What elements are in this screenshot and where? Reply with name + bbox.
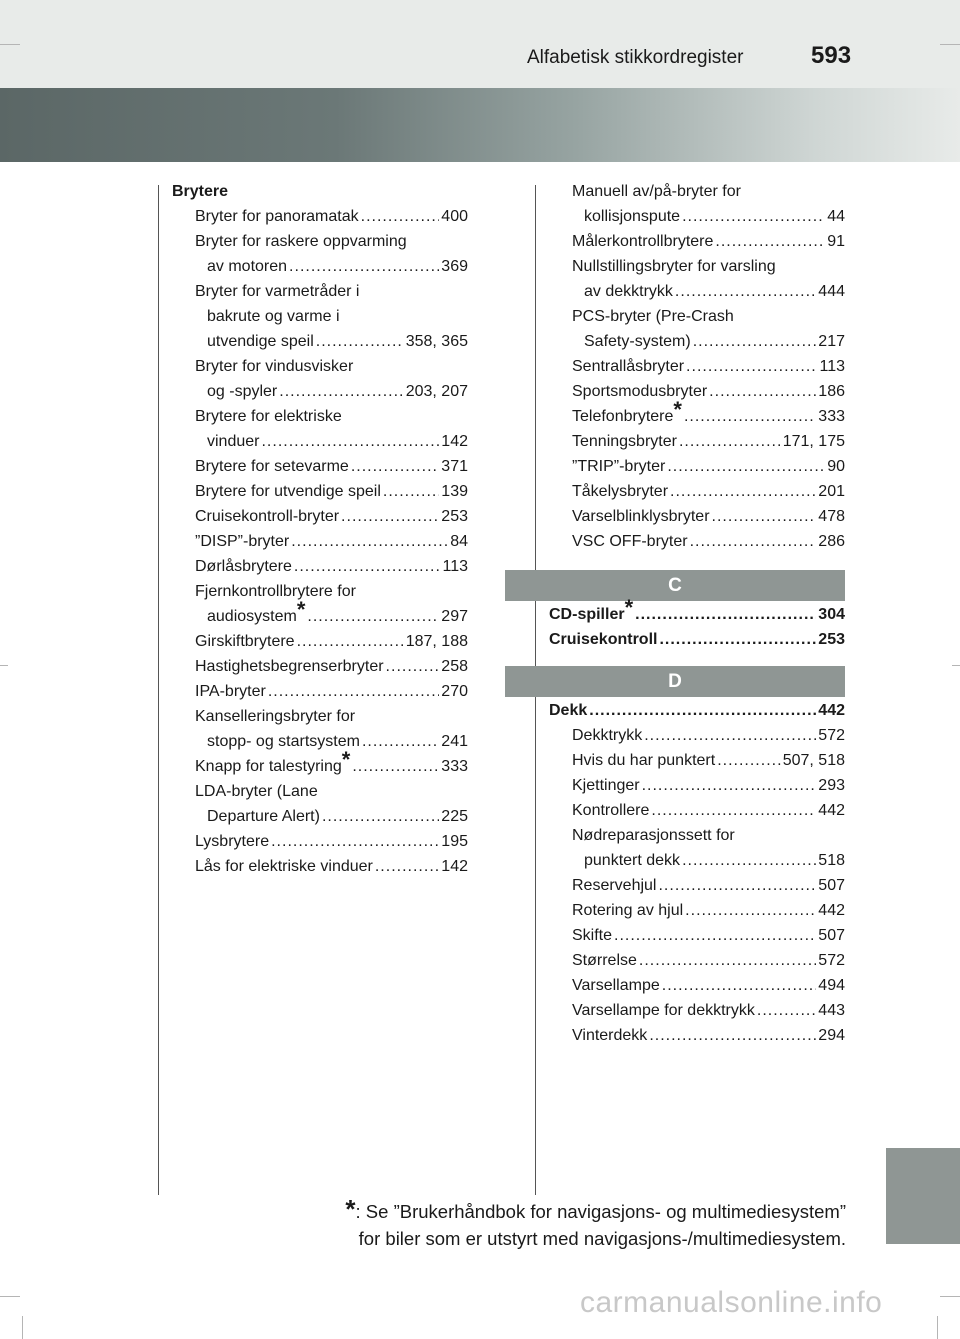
- entry-page: 507, 518: [782, 752, 845, 769]
- entry-text: Lysbrytere: [195, 833, 270, 850]
- index-entry: [549, 504, 845, 529]
- entry-page: 572: [818, 727, 845, 744]
- footnote-marker: *: [341, 746, 351, 772]
- footnote-marker: *: [673, 396, 682, 422]
- index-entry: [172, 504, 468, 529]
- index-entry: [549, 873, 845, 898]
- footnote-line: for biler som er utstyrt med navigasjons-/multimediesystem.: [358, 1228, 846, 1249]
- entry-page: 507: [818, 927, 845, 944]
- entry-page: 90: [827, 458, 845, 475]
- entry-text: Bryter for varmetråder i: [195, 283, 360, 300]
- index-entry: [172, 679, 468, 704]
- entry-page: 371: [441, 458, 468, 475]
- right-column: [549, 179, 845, 1048]
- index-entry: [549, 354, 845, 379]
- entry-page: 333: [818, 408, 845, 425]
- entry-page: 258: [441, 658, 468, 675]
- entry-text: Nødreparasjonssett for: [572, 827, 735, 844]
- entry-text: Lås for elektriske vinduer: [195, 858, 373, 875]
- index-entry: [549, 773, 845, 798]
- index-entry: [549, 429, 845, 454]
- entry-page: 84: [450, 533, 468, 550]
- entry-page: 253: [441, 508, 468, 525]
- chapter-tab: [886, 1148, 960, 1244]
- entry-text: Brytere for setevarme: [195, 458, 349, 475]
- entry-text: Girskiftbrytere: [195, 633, 295, 650]
- watermark: carmanualsonline.info: [580, 1286, 883, 1319]
- entry-text: av dekktrykk: [584, 283, 673, 300]
- index-entry: [549, 998, 845, 1023]
- entry-page: 442: [818, 902, 845, 919]
- entry-text: Manuell av/på-bryter for: [572, 183, 741, 200]
- index-heading: Brytere: [172, 183, 229, 200]
- entry-page: 333: [441, 758, 468, 775]
- index-entry: [172, 779, 468, 829]
- entry-page: 113: [819, 358, 845, 375]
- entry-text: Kontrollere: [572, 802, 650, 819]
- entry-text: Nullstillingsbryter for varsling: [572, 258, 776, 275]
- entry-text: LDA-bryter (Lane: [195, 783, 318, 800]
- index-heading-entry: [549, 627, 845, 652]
- entry-text: Cruisekontroll-bryter: [195, 508, 340, 525]
- crop-mark: [0, 1296, 20, 1297]
- index-entry: [549, 229, 845, 254]
- index-entry: [549, 923, 845, 948]
- entry-page: 113: [442, 558, 468, 575]
- entry-text: Tåkelysbryter: [572, 483, 669, 500]
- crop-mark: [22, 1316, 23, 1339]
- entry-page: 91: [827, 233, 845, 250]
- entry-page: 478: [818, 508, 845, 525]
- index-entry: [172, 404, 468, 454]
- entry-page: 369: [441, 258, 468, 275]
- index-entry: [549, 798, 845, 823]
- crop-mark: [0, 665, 8, 666]
- index-entry: [172, 279, 468, 354]
- index-entry: [172, 529, 468, 554]
- index-entry: [172, 854, 468, 879]
- entry-text: Departure Alert): [207, 808, 320, 825]
- entry-text: Vinterdekk: [572, 1027, 648, 1044]
- index-entry: [172, 479, 468, 504]
- entry-page: 286: [818, 533, 845, 550]
- entry-page: 444: [818, 283, 845, 300]
- entry-text: Knapp for talestyring*: [195, 746, 351, 775]
- entry-text: Hastighetsbegrenserbryter: [195, 658, 384, 675]
- page-title: Alfabetisk stikkordregister: [527, 47, 744, 68]
- entry-text: Kjettinger: [572, 777, 640, 794]
- entry-page: 572: [818, 952, 845, 969]
- entry-text: Varselblinklysbryter: [572, 508, 710, 525]
- index-entry: [172, 454, 468, 479]
- entry-page: 217: [818, 333, 845, 350]
- entry-text: Hvis du har punktert: [572, 752, 716, 769]
- entry-page: 507: [818, 877, 845, 894]
- entry-page: 225: [441, 808, 468, 825]
- entry-text: Reservehjul: [572, 877, 657, 894]
- entry-text: ”TRIP”-bryter: [572, 458, 666, 475]
- index-entry: [549, 529, 845, 554]
- entry-text: Rotering av hjul: [572, 902, 684, 919]
- entry-text: Varsellampe for dekktrykk: [572, 1002, 755, 1019]
- entry-text: audiosystem*: [207, 596, 306, 625]
- entry-page: 400: [441, 208, 468, 225]
- right-entries: [549, 179, 845, 554]
- footnote-marker: *: [345, 1194, 356, 1224]
- entry-page: 494: [818, 977, 845, 994]
- index-entry: [549, 379, 845, 404]
- index-heading-dekk: Dekk ..... 442: [549, 698, 845, 723]
- entry-text: Sportsmodusbryter: [572, 383, 708, 400]
- entry-text: bakrute og varme i: [207, 308, 340, 325]
- entry-page: 253: [818, 631, 845, 648]
- entry-page: 270: [441, 683, 468, 700]
- entry-text: Bryter for vindusvisker: [195, 358, 354, 375]
- index-entry: [172, 554, 468, 579]
- entry-text: Brytere for utvendige speil: [195, 483, 381, 500]
- entry-text: Bryter for raskere oppvarming: [195, 233, 407, 250]
- page-number: 593: [811, 42, 852, 69]
- index-entry: [549, 973, 845, 998]
- entry-text: Fjernkontrollbrytere for: [195, 583, 356, 600]
- entry-page: 442: [818, 802, 845, 819]
- index-entry: [549, 898, 845, 923]
- footnote: [284, 1196, 846, 1252]
- crop-mark: [937, 1316, 938, 1339]
- entry-text: ”DISP”-bryter: [195, 533, 290, 550]
- index-entry: [549, 254, 845, 304]
- footnote-line: : Se ”Brukerhåndbok for navigasjons- og multimediesystem”: [355, 1201, 846, 1222]
- entry-text: Safety-system): [584, 333, 691, 350]
- entry-text: Sentrallåsbryter: [572, 358, 685, 375]
- index-entry: [549, 479, 845, 504]
- entry-page: 293: [818, 777, 845, 794]
- entry-text: Dekktrykk: [572, 727, 643, 744]
- index-entry: [172, 229, 468, 279]
- entry-text: Telefonbrytere*: [572, 396, 682, 425]
- entry-text: Målerkontrollbrytere: [572, 233, 714, 250]
- entry-page: 201: [818, 483, 845, 500]
- index-entry: [172, 354, 468, 404]
- entry-page: 186: [818, 383, 845, 400]
- entry-page: 304: [818, 606, 845, 623]
- entry-text: Varsellampe: [572, 977, 660, 994]
- entry-page: 203, 207: [405, 383, 468, 400]
- footnote-marker: *: [624, 594, 634, 620]
- index-entry: [172, 829, 468, 854]
- entry-page: 142: [441, 433, 468, 450]
- entry-page: 443: [818, 1002, 845, 1019]
- crop-mark: [952, 665, 960, 666]
- index-entry: [549, 396, 845, 429]
- entry-page: 297: [441, 608, 468, 625]
- crop-mark: [940, 44, 960, 45]
- section-c-bar: C: [505, 570, 845, 601]
- index-entry: [549, 748, 845, 773]
- entry-text: Kanselleringsbryter for: [195, 708, 356, 725]
- crop-mark: [940, 1296, 960, 1297]
- index-entry: [549, 179, 845, 229]
- entry-text: Bryter for panoramatak: [195, 208, 359, 225]
- index-entry: [549, 1023, 845, 1048]
- entry-text: PCS-bryter (Pre-Crash: [572, 308, 734, 325]
- section-c-entries: [549, 594, 845, 652]
- index-entry: [549, 723, 845, 748]
- index-entry: [549, 454, 845, 479]
- section-d-bar: D: [505, 666, 845, 697]
- entry-text: og -spyler: [207, 383, 278, 400]
- index-entry: [172, 579, 468, 629]
- entry-page: 358, 365: [405, 333, 468, 350]
- entry-page: 294: [818, 1027, 845, 1044]
- section-d-entries: [549, 723, 845, 1048]
- left-rule: [158, 185, 159, 1195]
- index-entry: [172, 654, 468, 679]
- entry-text: Cruisekontroll: [549, 631, 658, 648]
- entry-text: IPA-bryter: [195, 683, 266, 700]
- entry-text: kollisjonspute: [584, 208, 681, 225]
- crop-mark: [0, 44, 20, 45]
- entry-text: Størrelse: [572, 952, 637, 969]
- entry-page: 187, 188: [405, 633, 468, 650]
- left-entries: [172, 204, 468, 879]
- left-column: [172, 179, 468, 879]
- index-entry: [172, 704, 468, 754]
- footnote-marker: *: [296, 596, 306, 622]
- index-entry: [172, 204, 468, 229]
- header-band: [0, 88, 960, 162]
- entry-page: 139: [441, 483, 468, 500]
- entry-text: Skifte: [572, 927, 613, 944]
- entry-text: Tenningsbryter: [572, 433, 677, 450]
- index-entry: [172, 746, 468, 779]
- entry-text: vinduer: [207, 433, 260, 450]
- entry-text: stopp- og startsystem: [207, 733, 360, 750]
- entry-text: av motoren: [207, 258, 288, 275]
- entry-text: CD-spiller*: [549, 594, 634, 623]
- entry-page: 142: [441, 858, 468, 875]
- index-heading-entry: [549, 594, 845, 627]
- index-entry: [549, 304, 845, 354]
- index-entry: [549, 948, 845, 973]
- entry-text: utvendige speil: [207, 333, 314, 350]
- entry-text: VSC OFF-bryter: [572, 533, 688, 550]
- entry-page: 518: [818, 852, 845, 869]
- entry-page: 195: [441, 833, 468, 850]
- index-entry: [172, 629, 468, 654]
- index-entry: [549, 823, 845, 873]
- entry-page: 241: [441, 733, 468, 750]
- entry-text: Brytere for elektriske: [195, 408, 342, 425]
- entry-text: punktert dekk: [584, 852, 681, 869]
- entry-text: Dørlåsbrytere: [195, 558, 292, 575]
- entry-page: 171, 175: [782, 433, 845, 450]
- entry-page: 44: [827, 208, 845, 225]
